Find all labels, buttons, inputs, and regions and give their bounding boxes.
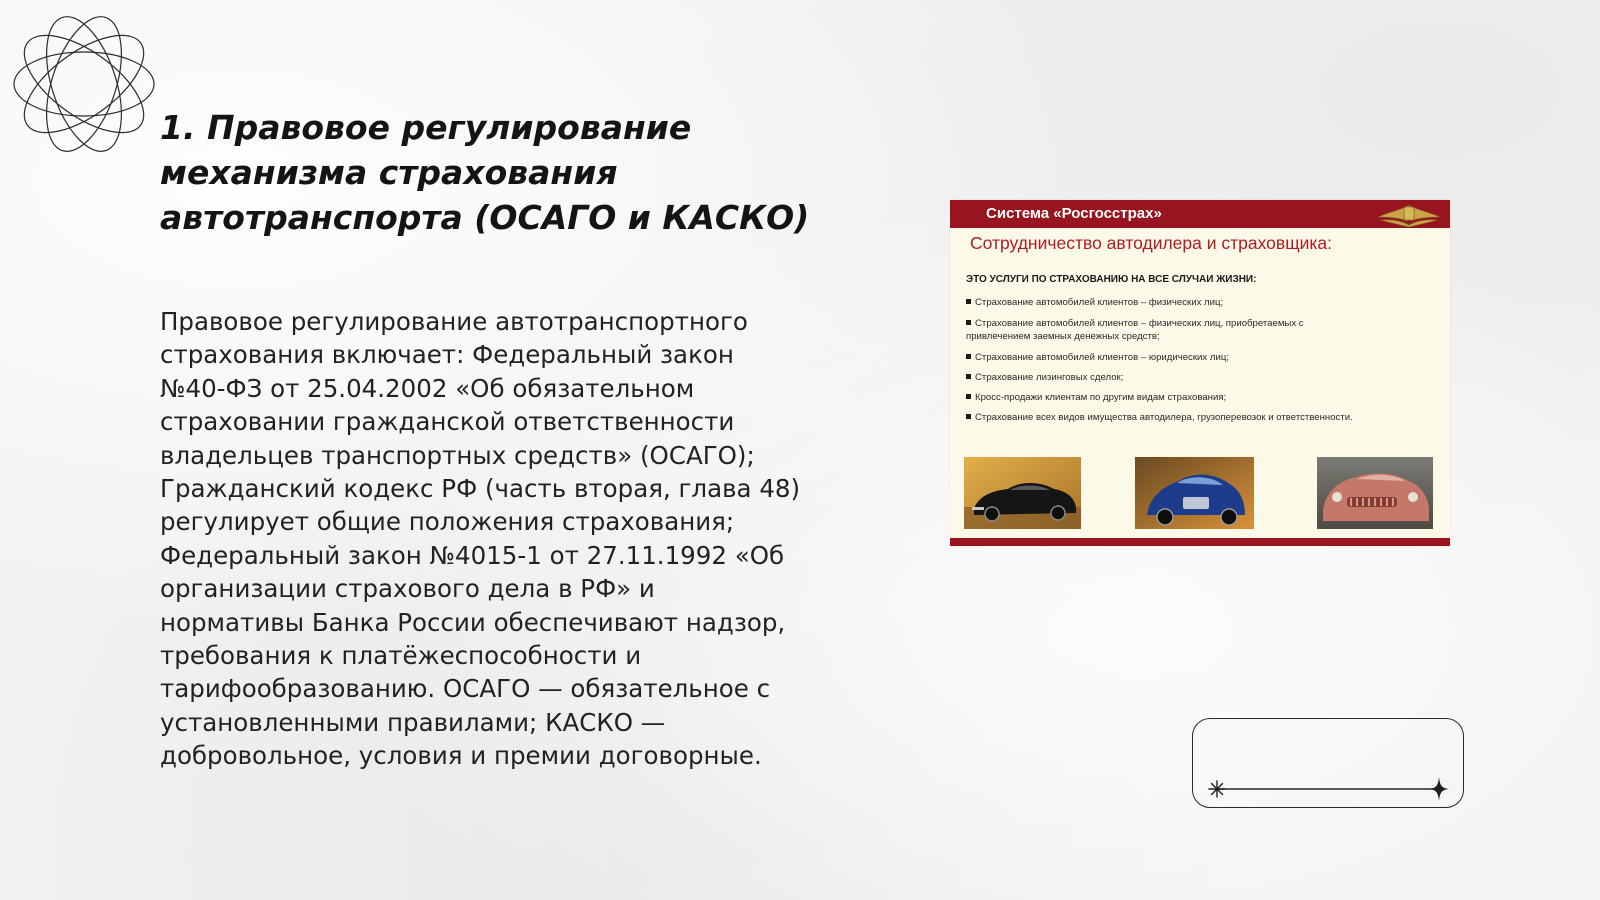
list-item [966,351,1436,364]
body-line: Гражданский кодекс РФ (часть вторая, глава 48) [160,474,801,504]
body-line: добровольное, условия и премии договорные. [160,741,762,771]
list-item-text: Страхование лизинговых сделок; [975,372,1124,383]
square-bullet-icon [966,374,971,379]
body-line: владельцев транспортных средств» (ОСАГО); [160,440,755,470]
list-item [966,317,1436,343]
square-bullet-icon [966,354,971,359]
rusty-red-car-photo [1317,457,1433,529]
list-item-text: Страхование всех видов имущества автодилера, грузоперевозок и ответственности. [975,412,1353,423]
body-line: требования к платёжеспособности и [160,641,642,671]
square-bullet-icon [966,320,971,325]
square-bullet-icon [966,414,971,419]
four-point-star-icon [1429,777,1449,801]
body-line: Федеральный закон №4015-1 от 27.11.1992 «Об [160,540,785,570]
body-line: тарифообразованию. ОСАГО — обязательное с [160,674,771,704]
square-bullet-icon [966,394,971,399]
embedded-slide-subtitle: Сотрудничество автодилера и страховщика: [970,233,1332,253]
embedded-slide-footer-bar [950,538,1450,546]
body-paragraph [160,305,840,773]
body-line: страхования включает: Федеральный закон [160,340,734,370]
list-item-text-continued: привлечением заемных денежных средств; [966,331,1160,342]
decorative-line [1193,719,1465,809]
embedded-slide-header-text: Система «Росгосстрах» [986,205,1162,222]
body-line: нормативы Банка России обеспечивают надзор, [160,607,786,637]
sparkle-star-icon [1209,781,1225,797]
embedded-slide-header [950,200,1450,228]
decorative-frame [1192,718,1464,808]
embedded-slide-image [950,200,1450,546]
list-item-text: Кросс-продажи клиентам по другим видам страхования; [975,392,1227,403]
embedded-slide-list [966,296,1436,424]
body-line: №40-ФЗ от 25.04.2002 «Об обязательном [160,373,695,403]
list-item [966,391,1436,404]
vintage-black-car-photo [964,457,1081,529]
body-line: страховании гражданской ответственности [160,407,735,437]
body-line: установленными правилами; КАСКО — [160,707,666,737]
winged-emblem-icon [1374,201,1444,228]
title-line: механизма страхования [160,153,618,192]
body-line: регулирует общие положения страхования; [160,507,735,537]
page-title [160,105,860,240]
list-item-text: Страхование автомобилей клиентов – физических лиц; [975,297,1224,308]
list-item-text: Страхование автомобилей клиентов – юридических лиц; [975,352,1229,363]
list-item [966,296,1436,309]
list-item [966,411,1436,424]
body-line: Правовое регулирование автотранспортного [160,307,748,336]
title-line: 1. Правовое регулирование [160,108,692,147]
square-bullet-icon [966,299,971,304]
title-line: автотранспорта (ОСАГО и КАСКО) [160,198,810,237]
body-line: организации страхового дела в РФ» и [160,574,655,604]
embedded-slide-caps-line: ЭТО УСЛУГИ ПО СТРАХОВАНИЮ НА ВСЕ СЛУЧАИ ЖИЗНИ: [966,274,1257,285]
list-item-text: Страхование автомобилей клиентов – физических лиц, приобретаемых с [975,318,1304,329]
interlocking-circles-ornament-icon [10,10,158,158]
list-item [966,371,1436,384]
vintage-blue-car-photo [1135,457,1254,529]
